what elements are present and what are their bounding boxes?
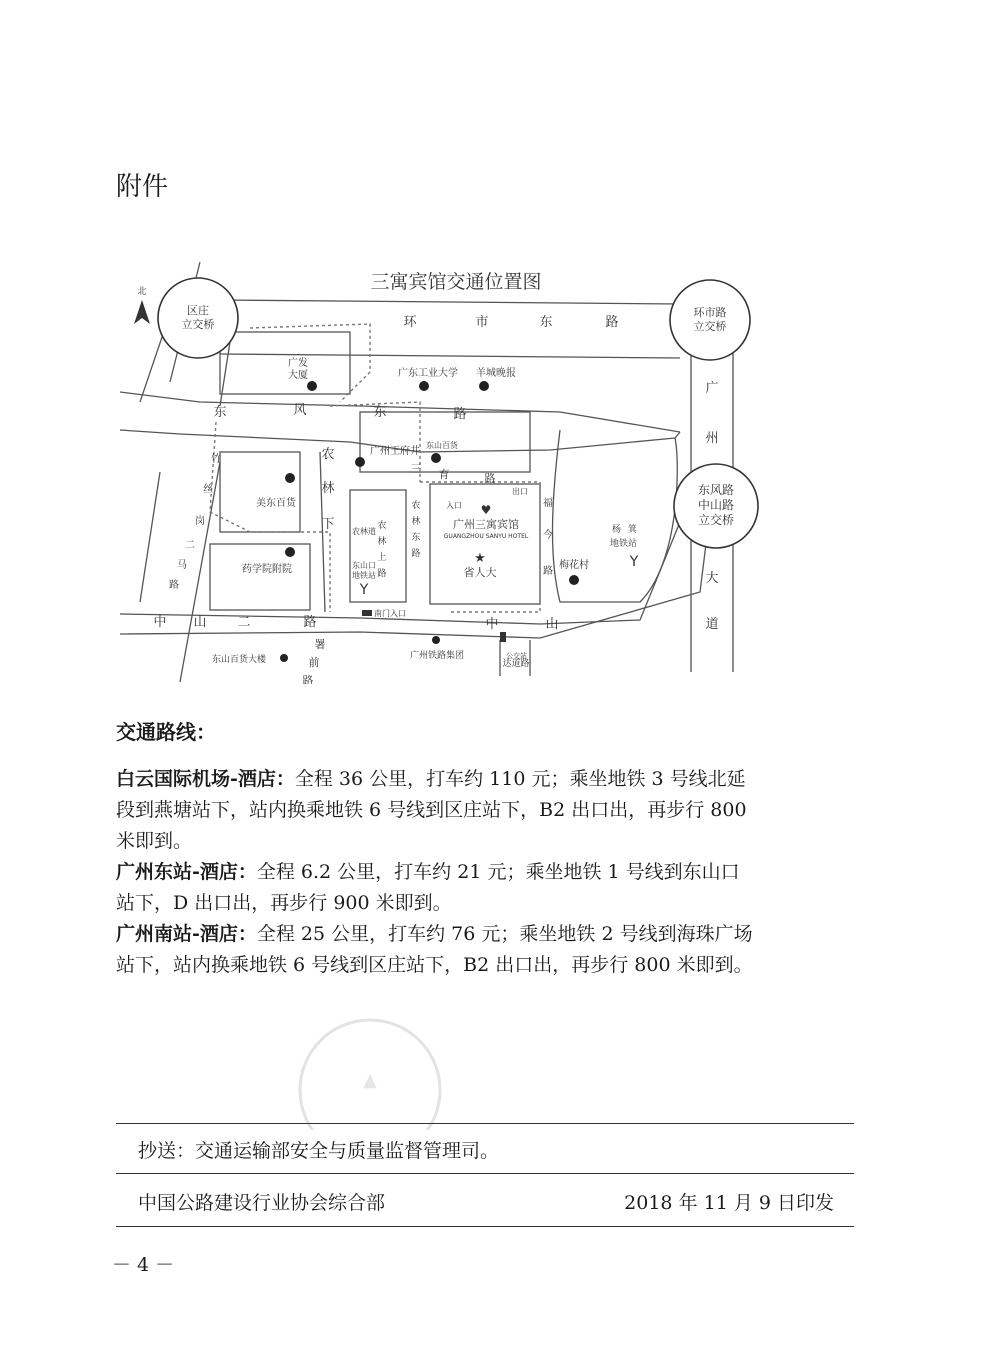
svg-text:立交桥: 立交桥 bbox=[697, 513, 735, 527]
svg-text:地铁站: 地铁站 bbox=[610, 539, 638, 549]
svg-text:路: 路 bbox=[303, 615, 317, 630]
svg-text:东: 东 bbox=[539, 315, 553, 330]
svg-text:广州王府井: 广州王府井 bbox=[370, 446, 420, 457]
svg-text:路: 路 bbox=[484, 472, 496, 485]
svg-text:林: 林 bbox=[321, 481, 335, 496]
svg-text:风: 风 bbox=[293, 403, 307, 418]
route-airport: 白云国际机场-酒店：全程 36 公里，打车约 110 元；乘坐地铁 3 号线北延 段到燕塘站下，站内换乘地铁 6 号线到区庄站下，B2 出口出，再步行 800 米即到。 bbox=[116, 768, 747, 852]
svg-text:区庄: 区庄 bbox=[187, 304, 209, 317]
svg-text:州: 州 bbox=[705, 431, 719, 446]
svg-text:林: 林 bbox=[411, 517, 421, 527]
svg-text:北: 北 bbox=[137, 287, 147, 297]
routes-heading: 交通路线： bbox=[116, 720, 216, 744]
svg-text:广东工业大学: 广东工业大学 bbox=[398, 368, 458, 379]
svg-text:下: 下 bbox=[321, 517, 335, 532]
svg-text:立交桥: 立交桥 bbox=[693, 320, 727, 333]
svg-text:大: 大 bbox=[705, 571, 719, 586]
svg-text:路: 路 bbox=[543, 566, 553, 577]
svg-text:东山口: 东山口 bbox=[352, 561, 376, 570]
metro-icon: Y bbox=[359, 582, 369, 598]
svg-text:环: 环 bbox=[403, 315, 417, 330]
svg-text:东: 东 bbox=[373, 405, 387, 420]
svg-text:广州三寓宾馆: 广州三寓宾馆 bbox=[453, 518, 519, 531]
svg-text:▲: ▲ bbox=[363, 1070, 377, 1091]
footer-rule-bottom bbox=[116, 1226, 854, 1227]
svg-text:岗: 岗 bbox=[195, 516, 205, 527]
svg-text:东风路: 东风路 bbox=[697, 483, 735, 497]
svg-text:美东百货: 美东百货 bbox=[256, 498, 296, 509]
svg-text:二: 二 bbox=[185, 540, 195, 551]
svg-text:东: 东 bbox=[213, 405, 227, 420]
svg-text:福: 福 bbox=[543, 498, 553, 509]
svg-text:环市路: 环市路 bbox=[693, 306, 727, 319]
page-number: － 4 － bbox=[112, 1254, 175, 1276]
faded-seal bbox=[260, 1010, 480, 1130]
svg-text:育: 育 bbox=[438, 468, 450, 481]
svg-text:丝: 丝 bbox=[203, 484, 213, 495]
svg-text:路: 路 bbox=[302, 674, 314, 684]
svg-text:梅花村: 梅花村 bbox=[559, 560, 589, 571]
svg-text:林: 林 bbox=[377, 537, 387, 547]
svg-text:上: 上 bbox=[377, 553, 387, 563]
svg-text:路: 路 bbox=[377, 569, 387, 579]
metro-icon-yangji: Y bbox=[629, 554, 639, 570]
svg-text:广州铁路集团: 广州铁路集团 bbox=[410, 651, 465, 661]
svg-text:马: 马 bbox=[177, 560, 187, 571]
svg-text:署: 署 bbox=[314, 638, 326, 651]
svg-text:省人大: 省人大 bbox=[463, 566, 497, 579]
svg-text:山: 山 bbox=[545, 617, 559, 632]
svg-text:出口: 出口 bbox=[512, 487, 528, 496]
svg-text:路: 路 bbox=[605, 315, 619, 330]
issuer: 中国公路建设行业协会综合部 bbox=[138, 1192, 386, 1214]
svg-text:中: 中 bbox=[153, 615, 167, 630]
attachment-label: 附件 bbox=[116, 172, 169, 202]
svg-text:今: 今 bbox=[543, 530, 553, 541]
svg-text:东: 东 bbox=[411, 533, 421, 543]
svg-text:竹: 竹 bbox=[211, 454, 221, 465]
svg-text:广发: 广发 bbox=[288, 358, 308, 369]
svg-text:农林道: 农林道 bbox=[352, 527, 376, 536]
svg-text:前: 前 bbox=[308, 656, 320, 669]
footer-rule-middle bbox=[116, 1173, 854, 1174]
svg-text:东山百货大楼: 东山百货大楼 bbox=[212, 655, 267, 665]
gate-marker bbox=[362, 610, 372, 616]
svg-text:南门入口: 南门入口 bbox=[374, 609, 406, 618]
svg-text:路: 路 bbox=[453, 407, 467, 422]
svg-text:农: 农 bbox=[321, 447, 335, 462]
route-south-station: 广州南站-酒店：全程 25 公里，打车约 76 元；乘坐地铁 2 号线到海珠广场 站下，站内换乘地铁 6 号线到区庄站下，B2 出口出，再步行 800 米即到。 bbox=[116, 923, 753, 976]
map-title: 三寓宾馆交通位置图 bbox=[370, 271, 542, 293]
cc-line: 抄送：交通运输部安全与质量监督管理司。 bbox=[138, 1140, 500, 1162]
svg-text:药学院附院: 药学院附院 bbox=[242, 564, 292, 575]
svg-text:山: 山 bbox=[193, 615, 207, 630]
svg-text:三: 三 bbox=[410, 462, 422, 475]
location-map bbox=[120, 262, 792, 684]
north-arrow-icon bbox=[134, 285, 150, 324]
star-icon: ★ bbox=[474, 551, 486, 566]
bus-marker bbox=[500, 632, 506, 642]
svg-text:箕: 箕 bbox=[628, 525, 638, 535]
hotel-logo-icon: ♥ bbox=[480, 503, 492, 517]
svg-text:东山百货: 东山百货 bbox=[426, 441, 458, 450]
svg-text:农: 农 bbox=[411, 501, 421, 511]
svg-text:路: 路 bbox=[169, 580, 179, 591]
svg-text:二: 二 bbox=[237, 615, 251, 630]
svg-text:市: 市 bbox=[475, 315, 489, 330]
svg-text:立交桥: 立交桥 bbox=[181, 318, 215, 331]
footer-rule-top bbox=[116, 1123, 854, 1124]
svg-text:广: 广 bbox=[705, 381, 719, 396]
route-east-station: 广州东站-酒店：全程 6.2 公里，打车约 21 元；乘坐地铁 1 号线到东山口 站下，D 出口出，再步行 900 米即到。 bbox=[116, 861, 740, 914]
svg-text:GUANGZHOU SANYU HOTEL: GUANGZHOU SANYU HOTEL bbox=[443, 533, 529, 540]
svg-text:入口: 入口 bbox=[446, 501, 462, 510]
svg-text:地铁站: 地铁站 bbox=[352, 571, 376, 580]
svg-text:公交站: 公交站 bbox=[506, 652, 527, 660]
issue-date: 2018 年 11 月 9 日印发 bbox=[624, 1192, 834, 1214]
svg-text:农: 农 bbox=[377, 521, 387, 531]
svg-text:杨: 杨 bbox=[612, 525, 622, 535]
svg-text:路: 路 bbox=[411, 549, 421, 559]
svg-text:羊城晚报: 羊城晚报 bbox=[476, 368, 516, 379]
svg-text:达道路: 达道路 bbox=[502, 659, 530, 669]
svg-text:中山路: 中山路 bbox=[697, 498, 735, 512]
svg-text:道: 道 bbox=[705, 617, 719, 632]
svg-text:大厦: 大厦 bbox=[288, 370, 308, 381]
svg-text:中: 中 bbox=[485, 617, 499, 632]
